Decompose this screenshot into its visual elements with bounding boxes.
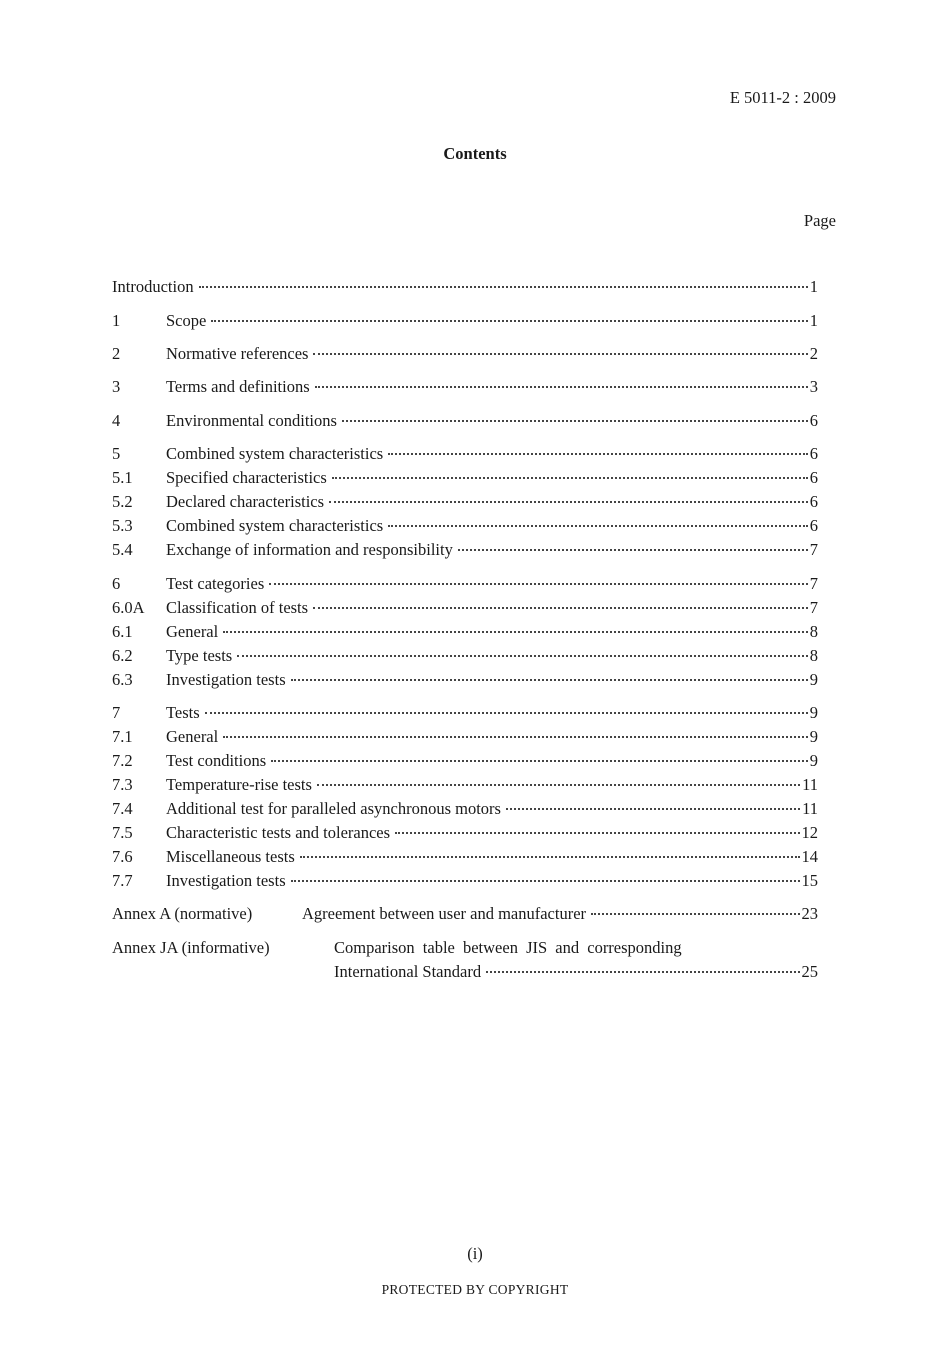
- toc-entry[interactable]: [112, 343, 818, 365]
- dot-leader: [313, 352, 807, 355]
- dot-leader: [591, 912, 799, 915]
- dot-leader: [317, 783, 800, 786]
- toc-entry-title: Tests: [166, 703, 200, 722]
- dot-leader: [388, 452, 808, 455]
- toc-entry[interactable]: [112, 573, 818, 595]
- toc-entry-page: 6: [809, 492, 818, 511]
- toc-entry-page: 7: [809, 598, 818, 617]
- toc-entry-number: 7.7: [112, 871, 133, 890]
- toc-entry[interactable]: [112, 903, 818, 925]
- dot-leader: [223, 630, 808, 633]
- toc-entry[interactable]: [112, 750, 818, 772]
- toc-entry[interactable]: [112, 870, 818, 892]
- toc-entry-title: Classification of tests: [166, 598, 309, 617]
- toc-entry-title: Terms and definitions: [166, 377, 310, 396]
- toc-entry-title: Exchange of information and responsibility: [166, 540, 453, 559]
- dot-leader: [315, 385, 808, 388]
- toc-entry-page: 9: [809, 703, 818, 722]
- toc-entry-number: 7.3: [112, 775, 133, 794]
- toc-entry-number: 7.4: [112, 799, 133, 818]
- toc-entry-title: Combined system characteristics: [166, 516, 384, 535]
- toc-entry-title-line1: Comparison table between JIS and corresponding: [334, 938, 682, 957]
- toc-entry-page: 9: [809, 670, 818, 689]
- toc-entry-number: 7.1: [112, 727, 133, 746]
- toc-entry-title: Combined system characteristics: [166, 444, 384, 463]
- toc-entry[interactable]: [112, 597, 818, 619]
- toc-entry-number: 6.3: [112, 670, 133, 689]
- toc-entry[interactable]: [112, 276, 818, 298]
- toc-entry-title: Agreement between user and manufacturer: [302, 904, 587, 923]
- toc-entry-title: Investigation tests: [166, 871, 286, 890]
- toc-entry-page: 7: [809, 574, 818, 593]
- toc-entry[interactable]: [112, 376, 818, 398]
- toc-entry-title: Normative references: [166, 344, 309, 363]
- toc-entry-page: 2: [809, 344, 818, 363]
- toc-entry-number: 5.4: [112, 540, 133, 559]
- toc-entry-title: Investigation tests: [166, 670, 286, 689]
- toc-entry-page: 11: [802, 775, 818, 794]
- dot-leader: [223, 735, 808, 738]
- toc-entry-page: 6: [809, 411, 818, 430]
- toc-entry-title: Test conditions: [166, 751, 267, 770]
- toc-entry-title: General: [166, 727, 219, 746]
- toc-entry[interactable]: [112, 669, 818, 691]
- toc-entry[interactable]: [112, 822, 818, 844]
- toc-entry-title: Environmental conditions: [166, 411, 337, 430]
- toc-entry-title: Type tests: [166, 646, 233, 665]
- toc-entry-page: 8: [809, 622, 818, 641]
- toc-entry-page: 9: [809, 751, 818, 770]
- toc-entry-title: Declared characteristics: [166, 492, 325, 511]
- toc-entry-page: 3: [809, 377, 818, 396]
- toc-entry-number: 6.2: [112, 646, 133, 665]
- toc-entry-number: 6: [112, 574, 121, 593]
- toc-entry-number: 7: [112, 703, 121, 722]
- toc-entry-page: 6: [809, 444, 818, 463]
- toc-entry-title: Miscellaneous tests: [166, 847, 295, 866]
- document-id: E 5011-2 : 2009: [729, 88, 836, 107]
- toc-entry-number: 7.5: [112, 823, 133, 842]
- toc-entry-page: 1: [809, 277, 818, 296]
- toc-entry[interactable]: [112, 467, 818, 489]
- toc-entry-number: 4: [112, 411, 121, 430]
- dot-leader: [388, 524, 808, 527]
- toc-entry-number: 3: [112, 377, 121, 396]
- dot-leader: [291, 678, 808, 681]
- toc-entry-title: Test categories: [166, 574, 265, 593]
- toc-entry-number: 2: [112, 344, 121, 363]
- contents-title: Contents: [443, 144, 507, 163]
- toc-entry[interactable]: [112, 846, 818, 868]
- toc-entry[interactable]: [112, 310, 818, 332]
- dot-leader: [269, 582, 807, 585]
- toc-entry-number: 7.2: [112, 751, 133, 770]
- toc-entry[interactable]: [112, 798, 818, 820]
- dot-leader: [271, 759, 808, 762]
- toc-entry-title: Specified characteristics: [166, 468, 327, 487]
- toc-entry-number: 5.2: [112, 492, 133, 511]
- toc-entry-page: 8: [809, 646, 818, 665]
- dot-leader: [199, 285, 808, 288]
- toc-entry-page: 1: [809, 311, 818, 330]
- toc-entry-number: 7.6: [112, 847, 133, 866]
- toc-entry-page: 6: [809, 516, 818, 535]
- toc-entry-number: 5: [112, 444, 121, 463]
- toc-entry-page: 25: [801, 962, 818, 981]
- toc-entry[interactable]: [112, 410, 818, 432]
- toc-entry-title: Temperature-rise tests: [166, 775, 312, 794]
- toc-entry-annex-ja[interactable]: [112, 937, 818, 959]
- toc-entry-page: 6: [809, 468, 818, 487]
- toc-entry-annex-ja-cont[interactable]: [112, 961, 818, 983]
- toc-entry-page: 23: [801, 904, 818, 923]
- toc-entry-page: 9: [809, 727, 818, 746]
- dot-leader: [486, 970, 799, 973]
- toc-entry-title-line2: International Standard: [334, 962, 482, 981]
- toc-entry[interactable]: [112, 726, 818, 748]
- toc-entry[interactable]: [112, 774, 818, 796]
- toc-entry-page: 14: [801, 847, 818, 866]
- toc-entry-number: Annex JA (informative): [112, 938, 270, 957]
- dot-leader: [332, 476, 808, 479]
- dot-leader: [205, 711, 808, 714]
- dot-leader: [342, 419, 808, 422]
- toc-entry-number: 5.1: [112, 468, 133, 487]
- dot-leader: [237, 654, 808, 657]
- toc-entry-number: 5.3: [112, 516, 133, 535]
- toc-entry-number: 1: [112, 311, 121, 330]
- toc-entry-number: 6.0A: [112, 598, 145, 617]
- toc-entry-page: 15: [801, 871, 818, 890]
- footer-page-number: (i): [467, 1244, 483, 1263]
- toc-entry[interactable]: [112, 621, 818, 643]
- copyright-notice: PROTECTED BY COPYRIGHT: [381, 1282, 569, 1297]
- toc-entry-title: Introduction: [112, 277, 194, 296]
- toc-entry-title: Characteristic tests and tolerances: [166, 823, 391, 842]
- toc-entry-title: Additional test for paralleled asynchronous motors: [166, 799, 501, 818]
- toc-entry-page: 11: [802, 799, 818, 818]
- toc-entry[interactable]: [112, 491, 818, 513]
- dot-leader: [291, 879, 800, 882]
- toc-entry[interactable]: [112, 645, 818, 667]
- toc-entry-page: 7: [809, 540, 818, 559]
- page-column-heading: Page: [803, 211, 836, 230]
- toc-entry-title: General: [166, 622, 219, 641]
- dot-leader: [300, 855, 800, 858]
- dot-leader: [313, 606, 808, 609]
- toc-entry[interactable]: [112, 539, 818, 561]
- dot-leader: [506, 807, 800, 810]
- dot-leader: [329, 500, 808, 503]
- toc-entry-number: 6.1: [112, 622, 133, 641]
- toc-entry[interactable]: [112, 515, 818, 537]
- toc-entry[interactable]: [112, 702, 818, 724]
- toc-entry-title: Scope: [166, 311, 207, 330]
- toc-entry-page: 12: [801, 823, 818, 842]
- dot-leader: [395, 831, 799, 834]
- toc-entry[interactable]: [112, 443, 818, 465]
- dot-leader: [211, 319, 807, 322]
- dot-leader: [458, 548, 808, 551]
- toc-entry-number: Annex A (normative): [112, 904, 253, 923]
